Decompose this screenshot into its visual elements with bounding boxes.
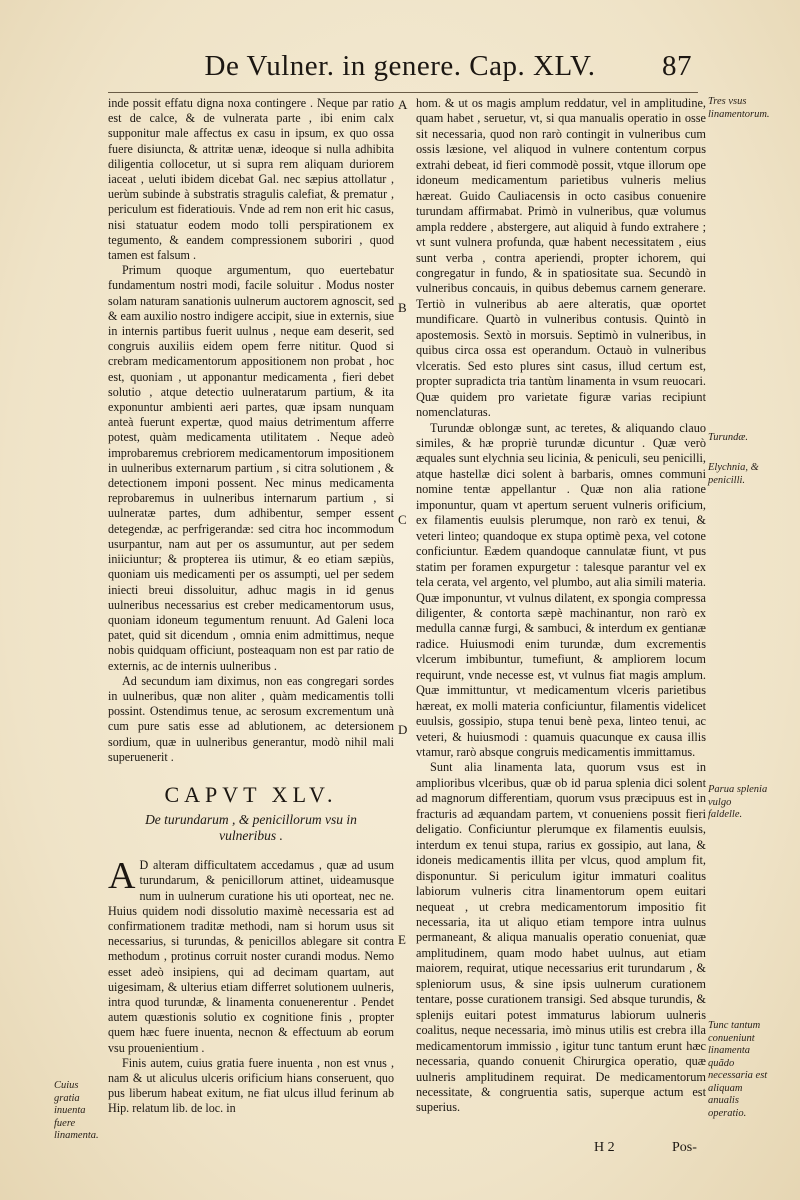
- right-paragraph-2: Turundæ oblongæ sunt, ac teretes, & aliquando clauo similes, & hæ propriè turundæ dicuntur . Quæ verò æquales sunt elychnia seu licinia, & peniculi, seu penicilli, atque hastellæ dici solent à barbaris, omnes communi nomine tentæ appellantur . Quæ non alia ratione imponuntur, quam vt apertum seruent vulneris orificium, ex filamentis euulsis plerumque, non rarò ex tenui, & veteri linteo; quandoque ex stupa optimè pexa, vel cotone conficiuntur. Eædem quandoque cannulatæ fiunt, vt pus statim per foramen expurgetur : talesque parantur vel ex tela cerata, vel argento, vel plumbo, aut alia simili materia. Quæ imponuntur, vt vulnus dilatent, ex spongia compressa diligenter, & contorta sæpè machinantur, non rarò ex medulla cannæ furgi, & sambuci, & interdum ex gentianæ radice. Huiusmodi enim turundæ, dum excrementis vlcerum imbibuntur, tumefiunt, & ampliorem locum requirunt, vnde necesse est, vt vulnus fiat magis amplum. Quæ immittuntur, vt medicamentum vlceris parietibus hæreat, ex molli materia conficiuntur, filamentis videlicet euulsis, gossipio, stupa tenui benè pexa, linteo tenui, ac veteri, & huiusmodi : quamuis quacunque ex causa illis vtamur, rarò absque congruis medicamentis immittamus.: [416, 420, 706, 760]
- page-number: 87: [662, 50, 692, 82]
- drop-capital: A: [108, 855, 136, 898]
- left-paragraph-1: inde possit effatu digna noxa contingere . Neque par ratio est de calce, & de vulnerata parte , ibi enim calx supponitur male affectus ex casu in ipsum, ex quo ossa fuere disiuncta, & attritæ uenæ, ideoque si nulla adhibita diligentia collocetur, ut si supra rem aliquam duriorem iaceat , ueluti ibidem dicebat Gal. nec sæpius attollatur , uerùm subinde à substratis stragulis calefiat, & prematur , periculum est fideratiouis. Vnde ad rem non erit hic casus, nisi statuatur eodem modo tolli perspirationem ex tegumento, & eandem compressionem suboriri , quod tamen est falsum .: [108, 96, 394, 263]
- right-paragraph-1: hom. & ut os magis amplum reddatur, vel in amplitudine, quam habet , seruetur, vt, si qua manualis operatio in osse sit necessaria, quod non rarò contingit in vulneribus cum ossis læsione, vel aliquod in vulnere contentum corpus extrahi debeat, id fieri commodè possit, vtque illorum ope idoneum medicamentum parietibus vulneris melius hæreat. Guido Cauliacensis in octo casibus conuenire turundam affirmabat. Primò in vulneribus, quæ volumus ampla reddere , abstergere, aut aliquid à fundo extrahere ; vt sunt vulnera profunda, quæ habent necessitatem , eius sunt verba , contra aperiendi, propter ichorem, qui congregatur in fundo, & in spatiositate sua. Secundò in vulneribus concauis, in quibus debemus carnem generare. Tertiò in vulneribus ab aere alteratis, quæ oportet mundificare. Quartò in vulneribus contusis. Quintò in apostemosis. Sextò in morsuis. Septimò in vulneribus, in quibus circa ossa est operandum. Octauò in vulneribus vlceratis. Sed esto plures sint casus, illud certum est, propter supradicta tria tantùm linamenta in vsum reuocari. Quæ quidem pro varietate figuræ varias recipiunt nomenclaturas.: [416, 96, 706, 420]
- section-letter-e: E: [398, 932, 406, 947]
- running-head: [0, 50, 800, 83]
- left-paragraph-2: Primum quoque argumentum, quo euertebatur fundamentum nostri modi, facile soluitur . Modus noster solam naturam sanationis uulnerum auctorem agnoscit, sed & eam auxilio nostro indigere accipit, siue in externis, siue in internis partibus fuerit uulnus , neque eam deserit, sed congruis auxiliis eidem opem ferre nititur. Quod si crebram medicamentorum appositionem non probat , hoc est, quoniam , ut apponantur medicamenta , fieri debet solutio , atque detectio uulneratarum partium, & ita exponuntur ambienti aeri partes, quæ ipsam nunquam anteà fuerunt expertæ, quod maius detrimentum afferre potest, quàm medicamenta utilitatem . Neque adeò improbaremus crebriorem medicamentorum impositionem in uulneribus externarum partium , si citra solutionem , & detectionem imponi possent. Nec minus medicamenta reprobaremus in uulneribus internarum partium , si uulneratæ partes, dum adhibentur, semper essent detegendæ, ac perfrigerandæ: sed citra hoc incommodum usurpantur, nam aut per os assumuntur, aut per sedem iniiciuntur; & propterea iis utimur, & eo etiam sæpiùs, quoniam uis medicamenti per os assumpti, uel per sedem iniecti breui dissoluitur, adhuc magis in id genus uulneribus necessarius est creber medicamentorum usus, quoniam idoneum tegumentum renuunt. Ad Galeni loca patet, quid sit dicendum , omnia enim admittimus, neque nobis quidquam officiunt, posteaquam non est par ratio de externis, ac de internis uulneribus .: [108, 263, 394, 673]
- margin-note-right-4: Parua splenia vulgo faldelle.: [708, 784, 768, 820]
- margin-note-left: Cuius gratia inuenta fuere linamenta.: [54, 1080, 99, 1141]
- header-rule: [108, 92, 698, 93]
- running-head-title: De Vulner. in genere. Cap. XLV.: [204, 50, 596, 82]
- catchword: Pos-: [672, 1140, 697, 1155]
- section-letter-c: C: [398, 512, 407, 527]
- chapter-subtitle: De turundarum , & penicillorum vsu in vulneribus .: [145, 812, 357, 844]
- left-paragraph-4-text: D alteram difficultatem accedamus , quæ ad usum turundarum, & penicillorum attinet, uideamusque num in uulnerum curatione his uti oporteat, nec ne. Huius quidem nodi dissolutio maximè necessaria est ad confirmationem traditæ methodi, nam si horum usus sit necessarius, si turundas, & penicillos ablegare sit contra methodum , protinus corruit noster curandi modus. Nemo esset adeò insipiens, qui ad decimam quartam, aut uigesimam, & ulterius etiam differret solutionem uulneris, intra quod turundæ, & linamenta conuenerentur . Pendet autem quæstionis solutio ex cognitione finis , propter quem hæc fuere inuenta, necnon & effectuum ab eorum vsu prouenientium .: [108, 858, 394, 1055]
- left-column: [108, 96, 394, 1117]
- right-paragraph-3: Sunt alia linamenta lata, quorum vsus est in amplioribus vlceribus, quæ ob id parua splenia dici solent ad magnorum differentiam, quorum vsus præcipuus est in fracturis ad æquandam partem, vt conueniens possit fieri deligatio. Conficiuntur plerumque ex filamentis euulsis, interdum ex tenui stupa, rarius ex gossipio, aut lana, & idoneis medicamentis illita per vlcus, quod amplum fit, disponuntur. Si periculum igitur immaturi coalitus labiorum vulneris citra linamentorum opem euitari nequeat , ut crebra medicamentorum impositio fit necessaria, ita ut aliquo etiam tempore intra uulnus permaneant, & aliqua manualis operatio conueniat, quæ amplitudinem, quam modo habet uulnus, aut etiam maiorem, requirat, utique necessarius erit turundarum , & spleniorum usus, & sine ipsis uulnerum curationem tentare, posse curationem transigi. Sed absque turundis, & splenijs euitari potest immaturus labiorum uulneris coalitus, neque necessaria, imò minus utilis est crebra illa medicamentorum immissio , igitur tunc tantum erunt hæc necessaria, quando conuenit Chirurgica operatio, quæ uulneris amplitudinem requirat. De medicamentorum necessitate, & congruentia satis, superque actum est superius.: [416, 760, 706, 1115]
- right-column: [416, 96, 706, 1116]
- margin-note-right-2: Turundæ.: [708, 432, 748, 443]
- margin-note-right-1: Tres vsus linamentorum.: [708, 96, 770, 120]
- section-letter-d: D: [398, 722, 408, 737]
- margin-note-right-3: Elychnia, & penicilli.: [708, 462, 759, 486]
- left-paragraph-4: [108, 855, 394, 1056]
- section-letter-a: A: [398, 97, 408, 112]
- chapter-title: CAPVT XLV.: [164, 781, 338, 807]
- left-paragraph-5: Finis autem, cuius gratia fuere inuenta , non est vnus , nam & ut aliculus ulceris orificium hians conseruent, quo pus liberum habeat exitum, ne fiat ulcus illud ferinum ab Hip. relatum lib. de loc. in: [108, 1055, 394, 1116]
- signature-mark: H 2: [594, 1140, 615, 1155]
- section-letter-b: B: [398, 300, 407, 315]
- left-paragraph-3: Ad secundum iam diximus, non eas congregari sordes in uulneribus, quæ non aliter , quàm medicamentis tolli possint. Ostendimus tenue, ac serosum excrementum unà cum pure satis esse ad ablutionem, ac detersionem sordium, quæ in uulneribus generantur, modò nihil mali superuenerit .: [108, 673, 394, 764]
- margin-note-right-5: Tunc tantum conueniunt linamenta quãdo necessaria est aliquam anualis operatio.: [708, 1020, 768, 1119]
